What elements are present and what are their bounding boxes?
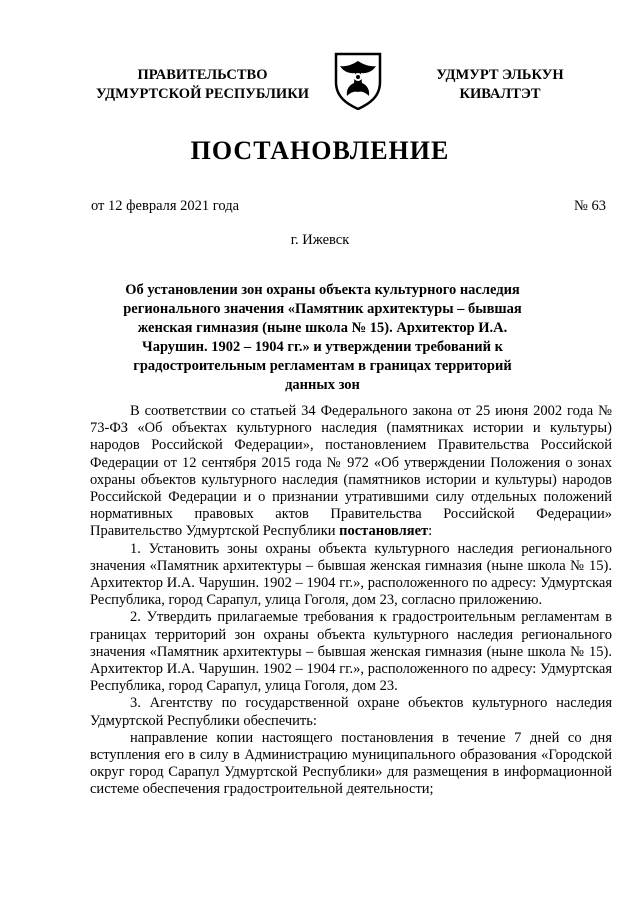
item-1: 1. Установить зоны охраны объекта культурного наследия регионального значения «Памятник архитектуры – бывшая женская гимназия (ныне школа № 15). Архитектор И.А. Чарушин. 1902 – 1904 гг.», расположенного по адресу: Удмуртская Республика, город Сарапул, улица Гоголя, дом 23, согласно приложению. [90,540,612,609]
document-body [90,403,612,799]
document-title: ПОСТАНОВЛЕНИЕ [190,136,450,165]
item-3: 3. Агентству по государственной охране объектов культурного наследия Удмуртской Республики обеспечить: [90,695,612,729]
coat-of-arms-emblem [333,52,383,110]
header-right [410,66,590,104]
header-left-line-1: ПРАВИТЕЛЬСТВО [137,67,268,83]
header-right-line-1: УДМУРТ ЭЛЬКУН [436,67,564,83]
preamble-text: В соответствии со статьей 34 Федерального закона от 25 июня 2002 года № 73-ФЗ «Об объектах культурного наследия (памятниках истории и культуры) народов Российской Федерации», постановлением Правительства Российской Федерации от 12 сентября 2015 года № 972 «Об утверждении Положения о зонах охраны объектов культурного наследия (памятников истории и культуры) народов Российской Федерации и о признании утратившими силу отдельных положений нормативных правовых актов Правительства Российской Федерации» Правительство Удмуртской Республики [90,403,612,540]
document-date: от 12 февраля 2021 года [91,198,240,214]
item-2: 2. Утвердить прилагаемые требования к градостроительным регламентам в границах территорий зон охраны объекта культурного наследия регионального значения «Памятник архитектуры – бывшая женская гимназия (ныне школа № 15). Архитектор И.А. Чарушин. 1902 – 1904 гг.», расположенного по адресу: Удмуртская Республика, город Сарапул, улица Гоголя, дом 23. [90,609,612,695]
document-city: г. Ижевск [290,232,350,248]
preamble-keyword: постановляет [339,523,429,540]
preamble-paragraph: В соответствии со статьей 34 Федерального закона от 25 июня 2002 года № 73-ФЗ «Об объектах культурного наследия (памятниках истории и культуры) народов Российской Федерации», постановлением Правительства Российской Федерации от 12 сентября 2015 года № 972 «Об утверждении Положения о зонах охраны объектов культурного наследия (памятников истории и культуры) народов Российской Федерации и о признании утратившими силу отдельных положений нормативных правовых актов Правительства Российской Федерации» Правительство Удмуртской Республики постановляет: [90,403,612,540]
header-left-line-2: УДМУРТСКОЙ РЕСПУБЛИКИ [95,86,309,102]
document-number: № 63 [574,198,606,214]
header-right-line-2: КИВАЛТЭТ [459,86,541,102]
item-3-subitem: направление копии настоящего постановления в течение 7 дней со дня вступления его в силу в Администрацию муниципального образования «Городской округ город Сарапул Удмуртской Республики» для размещения в информационной системе обеспечения градостроительной деятельности; [90,729,612,798]
document-subject: Об установлении зон охраны объекта культурного наследия регионального значения «Памятник архитектуры – бывшая женская гимназия (ныне школа № 15). Архитектор И.А. Чарушин. 1902 – 1904 гг.» и утверждении требований к градостроительным регламентам в границах территорий данных зон [123,282,522,393]
header-left [80,66,325,104]
